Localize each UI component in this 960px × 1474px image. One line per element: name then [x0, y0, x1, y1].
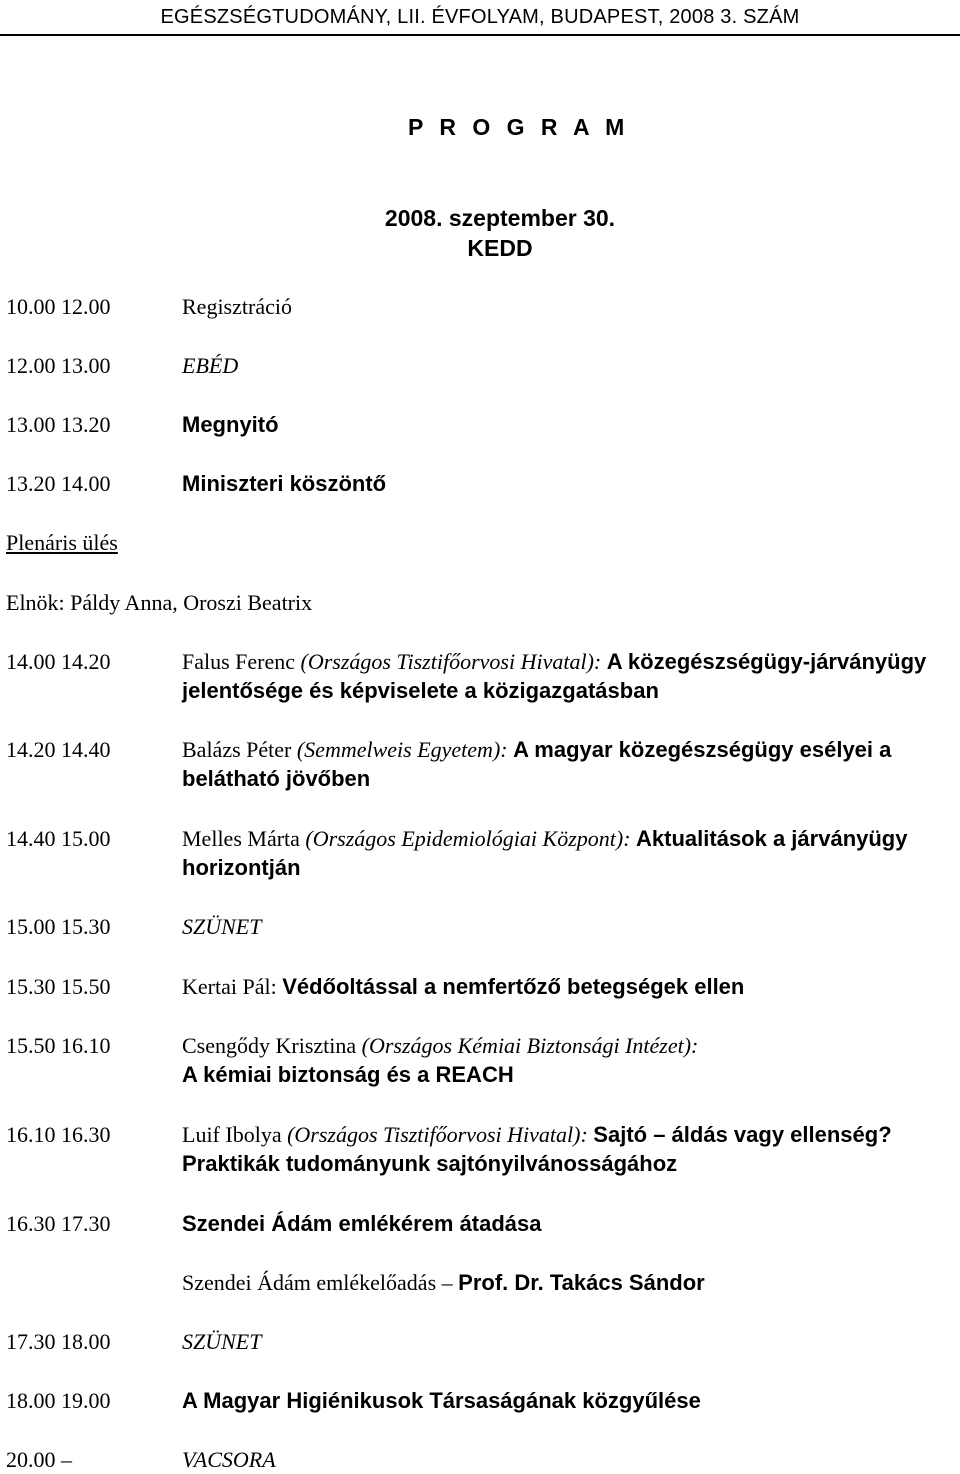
time-slot: 12.00 13.00 — [6, 353, 111, 378]
journal-header — [0, 0, 960, 34]
talk-title: jelentősége és képviselete a közigazgatásban — [182, 678, 659, 703]
time-slot: 17.30 18.00 — [6, 1329, 111, 1354]
talk-title: Védőoltással a nemfertőző betegségek ellen — [282, 974, 745, 999]
speaker-name: Melles Márta — [182, 826, 306, 851]
time-slot: 15.00 15.30 — [6, 914, 111, 939]
journal-header-text: EGÉSZSÉGTUDOMÁNY, LII. ÉVFOLYAM, BUDAPEST, 2008 3. SZÁM — [160, 5, 800, 28]
talk-title: belátható jövőben — [182, 766, 371, 791]
agenda-item — [182, 824, 957, 882]
agenda-item — [182, 735, 957, 793]
program-date: 2008. szeptember 30. — [384, 205, 616, 231]
agenda-item: A Magyar Higiénikusok Társaságának közgyűlése — [182, 1388, 701, 1413]
agenda-item — [182, 647, 957, 705]
speaker-name: Kertai Pál: — [182, 974, 283, 999]
section-heading: Plenáris ülés — [6, 530, 118, 555]
talk-title: Aktualitások a járványügy — [636, 826, 908, 851]
agenda-item: Szendei Ádám emlékérem átadása — [182, 1211, 542, 1236]
time-slot: 20.00 – — [6, 1447, 72, 1472]
agenda-item: Miniszteri köszöntő — [182, 471, 387, 496]
lecture-title: Szendei Ádám emlékelőadás – — [182, 1270, 459, 1295]
agenda-item: VACSORA — [182, 1447, 276, 1472]
institution: (Országos Tisztifőorvosi Hivatal): — [300, 649, 607, 674]
speaker-name: Csengődy Krisztina — [182, 1033, 362, 1058]
time-slot: 13.20 14.00 — [6, 471, 111, 496]
agenda-item — [182, 1268, 957, 1297]
program-day: KEDD — [467, 235, 533, 261]
chair-line: Elnök: Páldy Anna, Oroszi Beatrix — [6, 590, 313, 615]
institution: (Országos Epidemiológiai Központ): — [305, 826, 637, 851]
time-slot: 15.30 15.50 — [6, 974, 111, 999]
agenda-item: Megnyitó — [182, 412, 279, 437]
agenda-item — [182, 1031, 957, 1089]
talk-title: Sajtó – áldás vagy ellenség? — [593, 1122, 892, 1147]
time-slot: 15.50 16.10 — [6, 1033, 111, 1058]
time-slot: 14.00 14.20 — [6, 649, 111, 674]
time-slot: 13.00 13.20 — [6, 412, 111, 437]
program-title: P R O G R A M — [408, 114, 630, 140]
institution: (Semmelweis Egyetem): — [296, 737, 514, 762]
time-slot: 18.00 19.00 — [6, 1388, 111, 1413]
talk-title: A magyar közegészségügy esélyei a — [513, 737, 892, 762]
time-slot: 16.30 17.30 — [6, 1211, 111, 1236]
talk-title: A közegészségügy-járványügy — [606, 649, 927, 674]
institution: (Országos Tisztifőorvosi Hivatal): — [287, 1122, 594, 1147]
agenda-item: Regisztráció — [182, 294, 292, 319]
agenda-item: SZÜNET — [182, 914, 262, 939]
agenda-item: SZÜNET — [182, 1329, 262, 1354]
agenda-item — [182, 1120, 957, 1178]
speaker-name: Balázs Péter — [182, 737, 297, 762]
agenda-item — [182, 972, 957, 1001]
speaker-name: Luif Ibolya — [182, 1122, 288, 1147]
time-slot: 14.20 14.40 — [6, 737, 111, 762]
talk-title: Praktikák tudományunk sajtónyilvánosságához — [182, 1151, 678, 1176]
header-divider — [0, 34, 960, 36]
talk-title: A kémiai biztonság és a REACH — [182, 1062, 514, 1087]
lecturer-name: Prof. Dr. Takács Sándor — [458, 1270, 705, 1295]
time-slot: 16.10 16.30 — [6, 1122, 111, 1147]
institution: (Országos Kémiai Biztonsági Intézet): — [361, 1033, 699, 1058]
time-slot: 14.40 15.00 — [6, 826, 111, 851]
talk-title: horizontján — [182, 855, 301, 880]
time-slot: 10.00 12.00 — [6, 294, 111, 319]
speaker-name: Falus Ferenc — [182, 649, 301, 674]
agenda-item: EBÉD — [182, 353, 239, 378]
